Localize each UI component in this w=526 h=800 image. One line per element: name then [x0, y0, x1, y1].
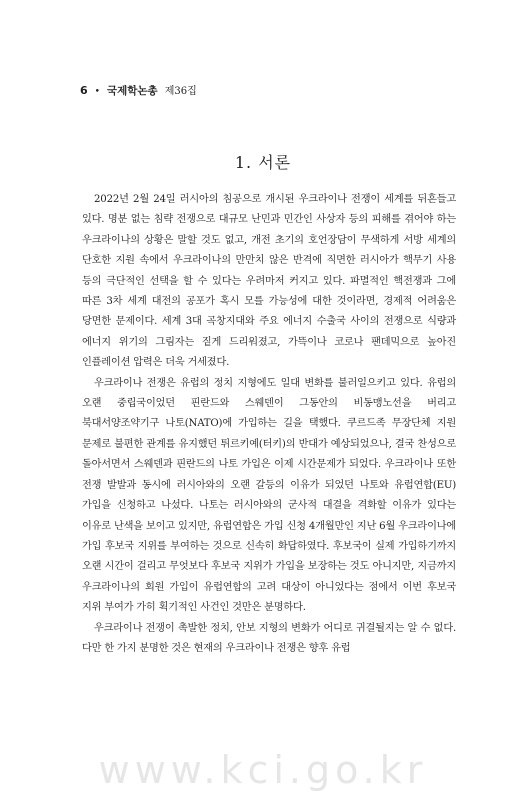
paragraph-3: 우크라이나 전쟁이 촉발한 정치, 안보 지형의 변화가 어디로 귀결될지는 알 수 없다. 다만 한 가지 분명한 것은 현재의 우크라이나 전쟁은 향후 유럽: [82, 622, 456, 654]
body-text: [82, 190, 456, 659]
paragraph-2: 우크라이나 전쟁은 유럽의 정치 지형에도 일대 변화를 불러일으키고 있다. 유럽의 오랜 중립국이었던 핀란드와 스웨덴이 그동안의 비동맹노선을 버리고 북대서양조약기구 나토(NATO)에 가입하는 길을 택했다. 쿠르드족 무장단체 지원 문제로 불편한 관계를 유지했던 튀르키예(터키)의 반대가 예상되었으나, 결국 찬성으로 돌아서면서 스웨덴과 핀란드의 나토 가입은 이제 시간문제가 되었다. 우크라이나 또한 전쟁 발발과 동시에 러시아와의 오랜 갈등의 이유가 되었던 나토와 유럽연합(EU) 가입을 신청하고 나섰다. 나토는 러시아와의 군사적 대결을 격화할 이유가 있다는 이유로 난색을 보이고 있지만, 유럽연합은 가입 신청 4개월만인 지난 6월 우크라이나에 가입 후보국 지위를 부여하는 것으로 신속히 화답하였다. 후보국이 실제 가입하기까지 오랜 시간이 걸리고 무엇보다 후보국 지위가 가입을 보장하는 것도 아니지만, 지금까지 우크라이나의 회원 가입이 유럽연합의 고려 대상이 아니었다는 점에서 이번 후보국 지위 부여가 가히 획기적인 사건인 것만은 분명하다.: [82, 377, 456, 614]
watermark-text: www.kci.go.kr: [98, 748, 428, 792]
running-head: [80, 82, 197, 98]
paragraph-1: 2022년 2월 24일 러시아의 침공으로 개시된 우크라이나 전쟁이 세계를 뒤흔들고 있다. 명분 없는 침략 전쟁으로 대규모 난민과 민간인 사상자 등의 피해를 겪어야 하는 우크라이나의 상황은 말할 것도 없고, 개전 초기의 호언장담이 무색하게 서방 세계의 단호한 지원 속에서 우크라이나의 만만치 않은 반격에 직면한 러시아가 핵무기 사용 등의 극단적인 선택을 할 수 있다는 우려마저 커지고 있다. 파멸적인 핵전쟁과 그에 따른 3차 세계 대전의 공포가 혹시 모를 가능성에 대한 것이라면, 경제적 어려움은 당면한 문제이다. 세계 3대 곡창지대와 주요 에너지 수출국 사이의 전쟁으로 식량과 에너지 위기의 그림자는 짙게 드리워졌고, 가뜩이나 코로나 팬데믹으로 높아진 인플레이션 압력은 더욱 거세졌다.: [82, 194, 456, 369]
bullet-separator: •: [94, 87, 100, 97]
journal-title: 국제학논총: [106, 85, 158, 97]
section-heading: 1. 서론: [234, 153, 292, 172]
issue-number: 제36집: [164, 86, 197, 97]
page-number: 6: [80, 84, 88, 97]
